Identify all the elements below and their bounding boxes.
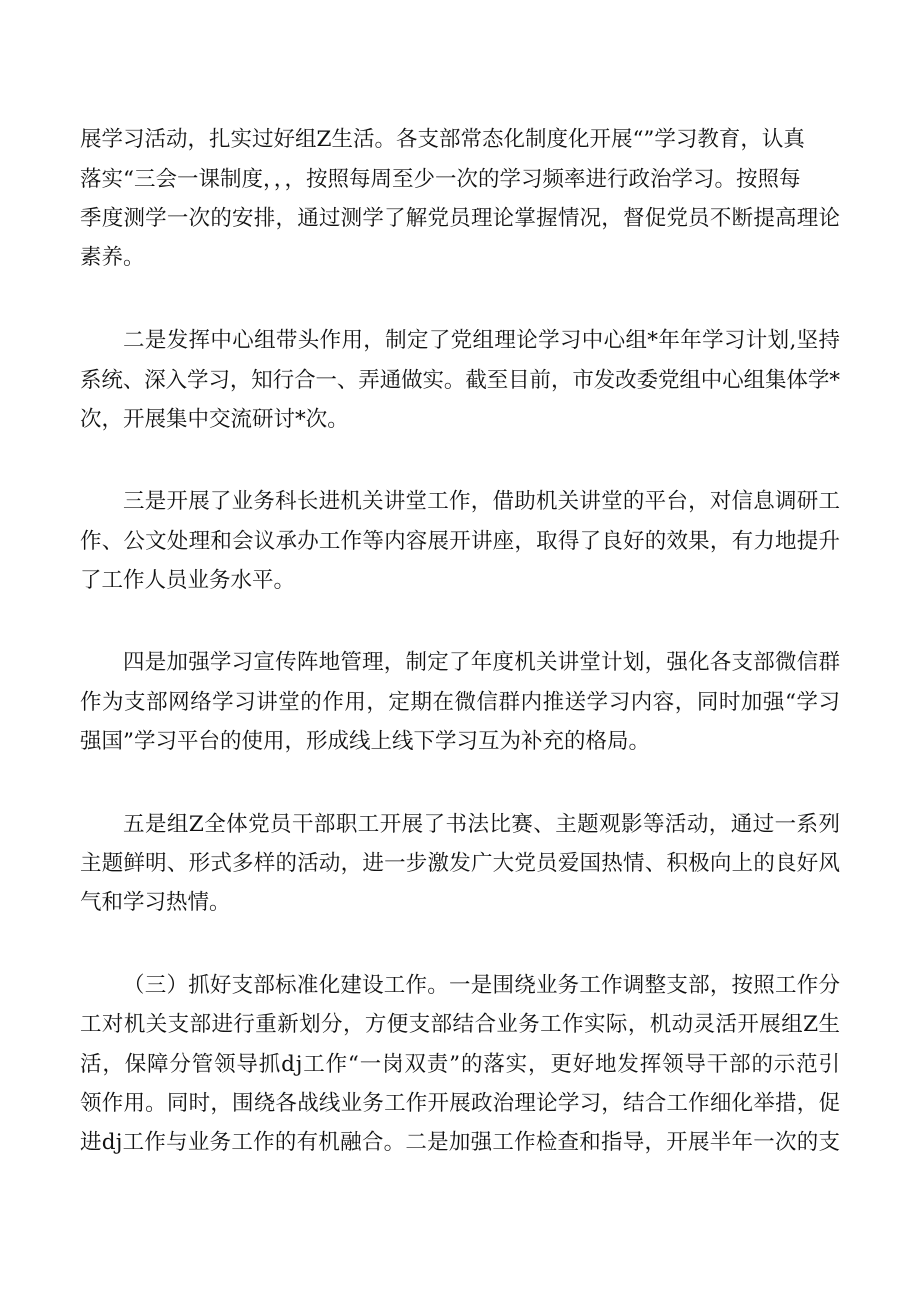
text-line bbox=[0, 528, 920, 556]
text-line bbox=[0, 205, 920, 233]
text-line-content: 展学习活动，扎实过好组Z生活。各支部常态化制度化开展“”学习教育，认真 bbox=[80, 127, 805, 152]
text-line bbox=[0, 972, 920, 1000]
text-line-content: 作、公文处理和会议承办工作等内容展开讲座，取得了良好的效果，有力地提升 bbox=[80, 529, 841, 554]
text-line-content: 落实“三会一课制度，，，按照每周至少一次的学习频率进行政治学习。按照每 bbox=[80, 167, 801, 192]
text-line bbox=[0, 649, 920, 677]
text-line-content: （三）抓好支部标准化建设工作。一是围绕业务工作调整支部，按照工作分 bbox=[123, 973, 841, 998]
text-line-content: 气和学习热情。 bbox=[80, 890, 231, 915]
text-line bbox=[0, 406, 920, 434]
text-line bbox=[0, 244, 920, 272]
text-line bbox=[0, 811, 920, 839]
text-line-content: 作为支部网络学习讲堂的作用，定期在微信群内推送学习内容，同时加强“学习 bbox=[80, 690, 841, 715]
text-line bbox=[0, 850, 920, 878]
text-line bbox=[0, 166, 920, 194]
text-line bbox=[0, 728, 920, 756]
text-line-content: 素养。 bbox=[80, 245, 145, 270]
text-line-content: 领作用。同时，围绕各战线业务工作开展政治理论学习，结合工作细化举措，促 bbox=[80, 1091, 841, 1116]
text-line bbox=[0, 889, 920, 917]
text-line bbox=[0, 689, 920, 717]
text-line-content: 进dj工作与业务工作的有机融合。二是加强工作检查和指导，开展半年一次的支 bbox=[80, 1130, 841, 1155]
text-line-content: 四是加强学习宣传阵地管理，制定了年度机关讲堂计划，强化各支部微信群 bbox=[123, 650, 841, 675]
text-line bbox=[0, 488, 920, 516]
text-line bbox=[0, 327, 920, 355]
text-line bbox=[0, 367, 920, 395]
text-line bbox=[0, 1011, 920, 1039]
text-line-content: 季度测学一次的安排，通过测学了解党员理论掌握情况，督促党员不断提高理论 bbox=[80, 206, 841, 231]
text-line-content: 活，保障分管领导抓dj工作“一岗双责”的落实，更好地发挥领导干部的示范引 bbox=[80, 1052, 841, 1077]
text-line-content: 强国”学习平台的使用，形成线上线下学习互为补充的格局。 bbox=[80, 729, 650, 754]
text-line bbox=[0, 567, 920, 595]
text-line bbox=[0, 126, 920, 154]
text-line bbox=[0, 1090, 920, 1118]
text-line bbox=[0, 1129, 920, 1157]
text-line-content: 了工作人员业务水平。 bbox=[80, 568, 296, 593]
text-line-content: 二是发挥中心组带头作用，制定了党组理论学习中心组*年年学习计划,坚持 bbox=[123, 328, 841, 353]
text-line-content: 三是开展了业务科长进机关讲堂工作，借助机关讲堂的平台，对信息调研工 bbox=[123, 489, 841, 514]
text-line-content: 主题鲜明、形式多样的活动，进一步激发广大党员爱国热情、积极向上的良好风 bbox=[80, 851, 841, 876]
text-line-content: 五是组Z全体党员干部职工开展了书法比赛、主题观影等活动，通过一系列 bbox=[123, 812, 841, 837]
text-line-content: 工对机关支部进行重新划分，方便支部结合业务工作实际，机动灵活开展组Z生 bbox=[80, 1012, 841, 1037]
text-line-content: 系统、深入学习，知行合一、弄通做实。截至目前，市发改委党组中心组集体学* bbox=[80, 368, 840, 393]
text-line-content: 次，开展集中交流研讨*次。 bbox=[80, 407, 349, 432]
text-line bbox=[0, 1051, 920, 1079]
